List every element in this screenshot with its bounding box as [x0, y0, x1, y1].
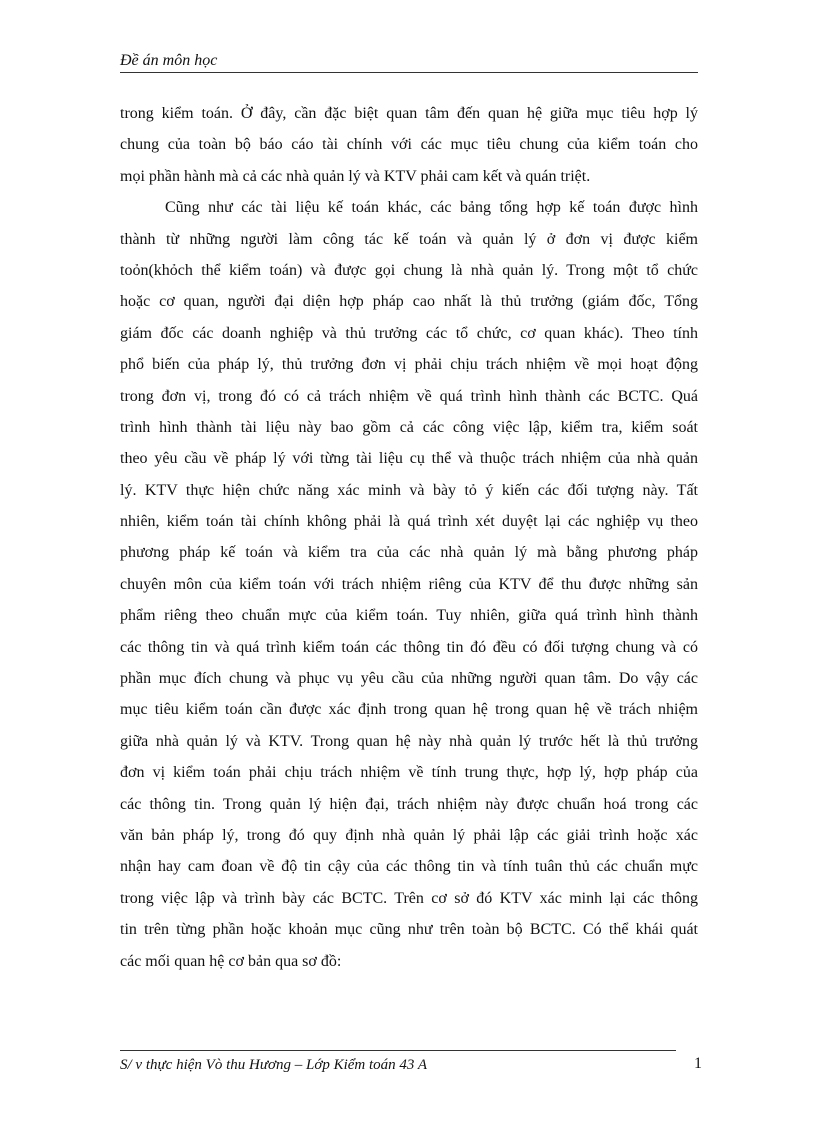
text-line: Cũng như các tài liệu kế toán khác, các bảng tổng hợp kế toán được hình: [165, 199, 698, 217]
text-line: chung của toàn bộ báo cáo tài chính với các mục tiêu chung của kiểm toán cho: [120, 136, 698, 154]
text-line: lý. KTV thực hiện chức năng xác minh và bày tỏ ý kiến các đối tượng này. Tất: [120, 481, 698, 499]
text-line: trong kiểm toán. Ở đây, cần đặc biệt quan tâm đến quan hệ giữa mục tiêu hợp lý: [120, 105, 698, 122]
text-line: phẩm riêng theo chuẩn mực của kiểm toán. Tuy nhiên, giữa quá trình hình thành: [120, 607, 698, 625]
text-line: nhiên, kiểm toán tài chính không phải là quá trình xét duyệt lại các nghiệp vụ theo: [120, 513, 698, 531]
page-header: [120, 50, 698, 73]
footer-author-line: S/ v thực hiện Vò thu Hương – Lớp Kiểm toán 43 A: [120, 1057, 428, 1073]
text-line: các mối quan hệ cơ bản qua sơ đồ:: [120, 952, 342, 970]
text-line: giữa nhà quản lý và KTV. Trong quan hệ này nhà quản lý trước hết là thủ trưởng: [120, 732, 698, 750]
text-line: phổ biến của pháp lý, thủ trưởng đơn vị phải chịu trách nhiệm về mọi hoạt động: [120, 356, 698, 374]
text-line: các thông tin và quá trình kiểm toán các thông tin đó đều có đối tượng chung và có: [120, 638, 698, 656]
page-number: 1: [694, 1055, 702, 1072]
text-line: chuyên môn của kiểm toán với trách nhiệm riêng của KTV để thu được những sản: [120, 575, 698, 593]
text-line: thành từ những người làm công tác kế toán và quản lý ở đơn vị được kiểm: [120, 230, 698, 248]
text-line: giám đốc các doanh nghiệp và thủ trưởng các tổ chức, cơ quan khác). Theo tính: [120, 324, 698, 342]
text-line: phần mục đích chung và phục vụ yêu cầu của những người quan tâm. Do vậy các: [120, 670, 698, 688]
text-line: toỏn(khỏch thể kiểm toán) và được gọi chung là nhà quản lý. Trong một tổ chức: [120, 261, 698, 279]
page-footer: [120, 1050, 676, 1077]
text-line: nhận hay cam đoan về độ tin cậy của các thông tin và tính tuân thủ các chuẩn mực: [120, 858, 698, 876]
text-line: trong việc lập và trình bày các BCTC. Trên cơ sở đó KTV xác minh lại các thông: [120, 889, 698, 907]
text-line: mọi phần hành mà cả các nhà quản lý và KTV phải cam kết và quán triệt.: [120, 167, 591, 185]
text-line: hoặc cơ quan, người đại diện hợp pháp cao nhất là thủ trưởng (giám đốc, Tổng: [120, 293, 698, 311]
text-line: trong đơn vị, trong đó có cả trách nhiệm về quá trình hình thành các BCTC. Quá: [120, 387, 698, 405]
document-title: Đề án môn học: [120, 52, 218, 69]
body-text: [120, 98, 698, 977]
text-line: tin trên từng phần hoặc khoản mục cũng như trên toàn bộ BCTC. Có thể khái quát: [120, 921, 698, 939]
text-line: theo yêu cầu về pháp lý với từng tài liệu cụ thể và thuộc trách nhiệm của nhà quản: [120, 450, 698, 468]
text-line: mục tiêu kiểm toán cần được xác định trong quan hệ trong quan hệ về trách nhiệm: [120, 701, 698, 719]
text-line: các thông tin. Trong quản lý hiện đại, trách nhiệm này được chuẩn hoá trong các: [120, 795, 698, 813]
text-line: trình hình thành tài liệu này bao gồm cả các công việc lập, kiểm tra, kiểm soát: [120, 418, 698, 436]
text-line: đơn vị kiểm toán phải chịu trách nhiệm về tính trung thực, hợp lý, hợp pháp của: [120, 764, 698, 782]
text-line: phương pháp kế toán và kiểm tra của các nhà quản lý mà bằng phương pháp: [120, 544, 698, 562]
text-line: văn bản pháp lý, trong đó quy định nhà quản lý phải lập các giải trình hoặc xác: [120, 826, 698, 844]
